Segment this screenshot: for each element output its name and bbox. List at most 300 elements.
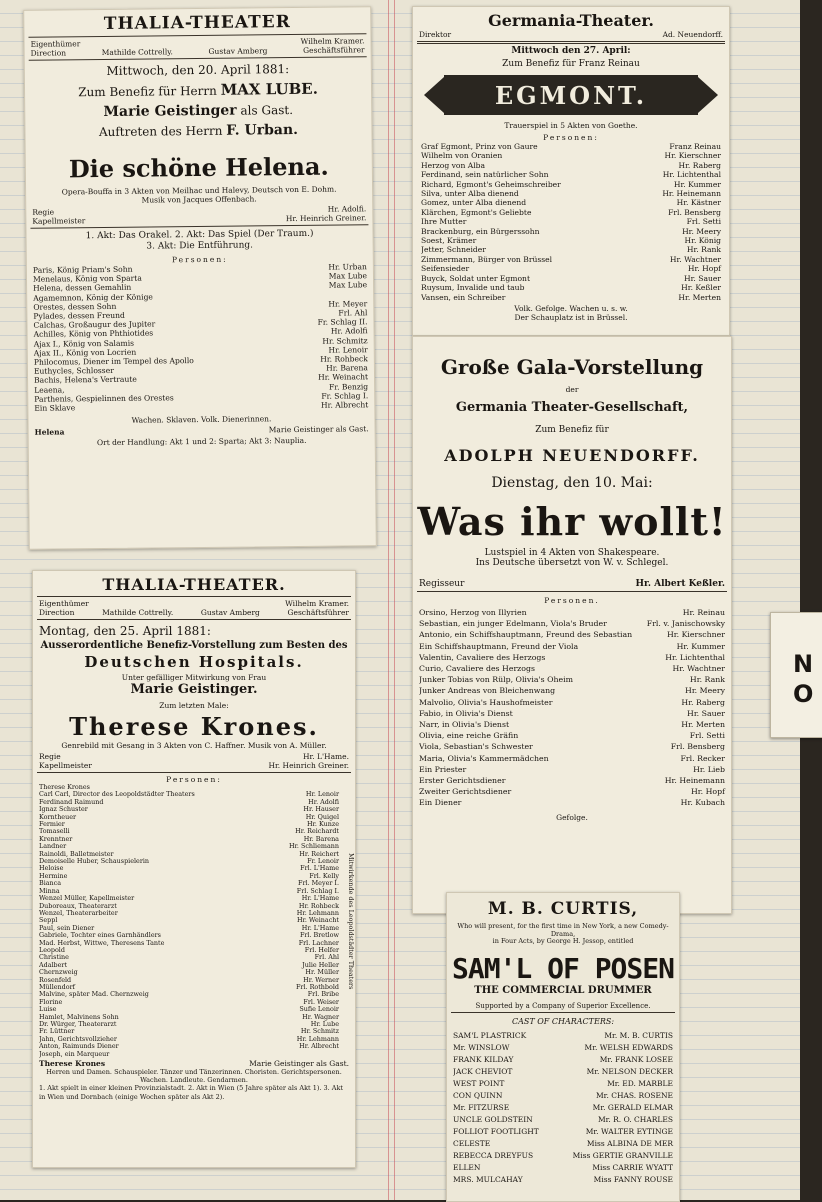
actor-name: Franz Reinau xyxy=(669,142,721,151)
cast-row xyxy=(39,932,339,939)
index-tab xyxy=(770,612,822,738)
direction-name-2: Gustav Amberg xyxy=(201,608,260,617)
persons-heading: Personen: xyxy=(27,253,373,266)
play-subtitle: Opera-Bouffa in 3 Akten von Meilhac und Halevy, Deutsch von E. Dohm. xyxy=(26,184,372,197)
cast-row xyxy=(421,236,721,245)
benefit-line: Zum Benefiz für Franz Reinau xyxy=(413,59,729,70)
actor-name: Miss ALBINA DE MER xyxy=(587,1138,673,1150)
role-name: Agamemnon, König der Könige xyxy=(33,290,363,303)
actor-name: Frl. Bensberg xyxy=(671,741,725,752)
playbill-germania-egmont xyxy=(412,6,730,336)
appearance-name: F. Urban. xyxy=(226,122,298,139)
actor-name: Hr. Hopf xyxy=(691,786,725,797)
role-name: Mad. Herbst, Wittwe, Theresens Tante xyxy=(39,940,295,947)
role-name: Silva, unter Alba dienend xyxy=(421,189,658,198)
actor-name: Hr. Meyer xyxy=(328,299,367,309)
cast-row xyxy=(419,674,725,685)
actor-name: Hr. Adolfi xyxy=(331,327,368,337)
role-name: Graf Egmont, Prinz von Gaure xyxy=(421,142,665,151)
actor-name: Hr. Sauer xyxy=(684,274,721,283)
star-name: M. B. CURTIS, xyxy=(447,899,679,919)
performance-date: Mittwoch, den 20. April 1881: xyxy=(25,61,371,79)
actor-name: Hr. Lichtenthal xyxy=(665,652,725,663)
regie-name: Hr. Adolfi. xyxy=(328,204,367,213)
actor-name: Hr. Lenoir xyxy=(306,791,339,798)
role-name: Achilles, König von Phthiotides xyxy=(34,327,327,339)
cast-row xyxy=(419,786,725,797)
cast-row xyxy=(39,888,339,895)
guest-name: Marie Geistinger. xyxy=(33,682,355,697)
cast-row xyxy=(453,1114,673,1126)
role-name: Herzog von Alba xyxy=(421,161,674,170)
role-name: Florine xyxy=(39,999,299,1006)
cast-row xyxy=(39,1014,339,1021)
cast-row xyxy=(39,865,339,872)
cast-row xyxy=(39,1006,339,1013)
cast-row xyxy=(421,217,721,226)
extras-line-1: Herren und Damen. Schauspieler. Tänzer und Tänzerinnen. Choristen. Gerichtspersonen. xyxy=(33,1069,355,1077)
actor-name: Hr. Müller xyxy=(305,969,339,976)
cast-row xyxy=(419,775,725,786)
actor-name: Hr. L'Hame xyxy=(302,925,339,932)
actor-name: Hr. L'Hame xyxy=(302,895,339,902)
play-title: Was ihr wollt! xyxy=(413,499,731,544)
benefit-name: MAX LUBE. xyxy=(221,80,318,99)
play-subtitle: Genrebild mit Gesang in 3 Akten von C. Haffner. Musik von A. Müller. xyxy=(33,741,355,750)
actor-name: Fr. Lenoir xyxy=(307,858,339,865)
role-name: Buyck, Soldat unter Egmont xyxy=(421,274,680,283)
role-name: Duboreaux, Theaterarzt xyxy=(39,903,295,910)
actor-name: Mr. FRANK LOSEE xyxy=(600,1054,673,1066)
cast-row xyxy=(419,708,725,719)
role-name: Jetter, Schneider xyxy=(421,245,683,254)
acts-line-2: 3. Akt: Die Entführung. xyxy=(27,239,373,253)
actor-name: Frl. Ahl xyxy=(338,308,367,318)
role-name: Ihre Mutter xyxy=(421,217,683,226)
playbill-germania-gala xyxy=(412,336,732,914)
hospital-line: Deutschen Hospitals. xyxy=(33,653,355,671)
role-name: Adalbert xyxy=(39,962,298,969)
play-subtitle: Trauerspiel in 5 Akten von Goethe. xyxy=(413,121,729,130)
cast-row xyxy=(39,791,339,798)
actor-name: Hr. Heinemann xyxy=(665,775,725,786)
cast-row xyxy=(39,895,339,902)
role-name: Ferdinand, sein natürlicher Sohn xyxy=(421,170,659,179)
role-name: WEST POINT xyxy=(453,1078,603,1090)
role-name: Fermier xyxy=(39,821,303,828)
actor-name: Hr. König xyxy=(685,236,721,245)
actor-name: Frl. Rothbold xyxy=(296,984,339,991)
actor-name: Max Lube xyxy=(329,281,367,291)
owner-name: Wilhelm Kramer. xyxy=(301,36,365,46)
actor-name: Frl. Recker xyxy=(680,753,725,764)
actor-name: Hr. Urban xyxy=(328,262,367,272)
role-name: Bianca xyxy=(39,880,294,887)
persons-heading: Personen: xyxy=(33,775,355,784)
role-name: Ruysum, Invalide und taub xyxy=(421,283,677,292)
actor-name: Frl. Kelly xyxy=(309,873,339,880)
play-title: EGMONT. xyxy=(495,81,647,110)
actor-name: Mr. GERALD ELMAR xyxy=(593,1102,673,1114)
playbill-thalia-helena xyxy=(23,6,377,550)
actor-name: Fr. Schlag II. xyxy=(318,317,368,327)
kapellmeister-name: Hr. Heinrich Greiner. xyxy=(286,213,367,223)
actor-name: Frl. Bribe xyxy=(308,991,339,998)
role-name: Ein Diener xyxy=(419,797,677,808)
role-name: Viola, Sebastian's Schwester xyxy=(419,741,667,752)
actor-name: Mr. WELSH EDWARDS xyxy=(585,1042,673,1054)
actor-name: Frl. Ahl xyxy=(315,954,339,961)
actor-name: Hr. Hopf xyxy=(688,264,721,273)
role-name: Orestes, dessen Sohn xyxy=(33,300,324,312)
regie-label: Regisseur xyxy=(419,579,631,590)
actor-name: Mr. WALTER EYTINGE xyxy=(586,1126,673,1138)
playbill-thalia-krones xyxy=(32,570,356,1168)
cast-row xyxy=(453,1150,673,1162)
role-name: Seifensieder xyxy=(421,264,684,273)
participation-line: Unter gefälliger Mitwirkung von Frau xyxy=(33,673,355,682)
direction-name-1: Mathilde Cottrelly. xyxy=(102,47,173,57)
theater-title: THALIA-THEATER xyxy=(24,11,370,35)
helena-line: Helena xyxy=(35,426,265,437)
cast-row xyxy=(453,1174,673,1186)
cast-row xyxy=(419,797,725,808)
actor-name: Frl. Helfer xyxy=(305,947,339,954)
actor-name: Hr. Albrecht xyxy=(321,400,368,410)
margin-line xyxy=(394,0,395,1200)
role-name: Minna xyxy=(39,888,293,895)
direction-name-1: Mathilde Cottrelly. xyxy=(102,608,173,617)
theater-title: Germania-Theater. xyxy=(413,11,729,30)
benefit-line: Zum Benefiz für Herrn xyxy=(78,84,217,99)
role-name: Orsino, Herzog von Illyrien xyxy=(419,607,679,618)
company-name: Germania Theater-Gesellschaft, xyxy=(413,400,731,415)
role-name: Rosenfeld xyxy=(39,977,299,984)
cast-list xyxy=(27,262,375,413)
actor-name: Frl. L'Hame xyxy=(300,865,339,872)
role-name: Ein Schiffshauptmann, Freund der Viola xyxy=(419,641,673,652)
margin-line xyxy=(388,0,389,1200)
cast-row xyxy=(39,984,339,991)
cast-row xyxy=(39,1043,339,1050)
role-name: Seppl xyxy=(39,917,293,924)
actor-name: Hr. Sauer xyxy=(687,708,725,719)
kapellmeister-label: Kapellmeister xyxy=(32,214,282,226)
cast-row xyxy=(419,741,725,752)
cast-row xyxy=(421,170,721,179)
role-name: Curio, Cavaliere des Herzogs xyxy=(419,663,669,674)
side-note: Mitwirkende des Leopoldstädter Theaters xyxy=(343,784,355,1058)
actor-name: Hr. Schliemann xyxy=(289,843,339,850)
cast-row xyxy=(39,917,339,924)
actor-name: Miss FANNY ROUSE xyxy=(594,1174,673,1186)
actor-name: Frl. Setti xyxy=(687,217,721,226)
regie-name: Hr. Albert Keßler. xyxy=(635,579,725,590)
cast-row xyxy=(453,1078,673,1090)
role-name: Luise xyxy=(39,1006,295,1013)
actor-name: Fr. Schlag I. xyxy=(321,391,368,401)
regie-name: Hr. L'Hame. xyxy=(303,752,349,761)
cast-row xyxy=(39,821,339,828)
role-name: Dr. Würger, Theaterarzt xyxy=(39,1021,307,1028)
actor-name: Hr. Heinemann xyxy=(662,189,721,198)
role-name: ELLEN xyxy=(453,1162,588,1174)
actor-name: Hr. Kubach xyxy=(681,797,725,808)
actor-name: Max Lube xyxy=(329,271,367,281)
cast-row xyxy=(39,851,339,858)
cast-row xyxy=(419,764,725,775)
therese-actor: Marie Geistinger als Gast. xyxy=(249,1059,349,1068)
performance-date: Montag, den 25. April 1881: xyxy=(33,622,355,640)
role-name: Mr. FITZURSE xyxy=(453,1102,589,1114)
actor-name: Mr. R. O. CHARLES xyxy=(598,1114,673,1126)
actor-name: Hr. Schmitz xyxy=(322,336,367,346)
play-composer: Musik von Jacques Offenbach. xyxy=(26,193,372,206)
role-name: Ferdinand Raimund xyxy=(39,799,304,806)
cast-row xyxy=(39,910,339,917)
cast-row xyxy=(421,293,721,302)
role-name: Müllendorf xyxy=(39,984,292,991)
actor-name: Frl. Meyer I. xyxy=(298,880,339,887)
actor-name: Hr. Quigel xyxy=(306,814,339,821)
cast-list xyxy=(447,1026,679,1190)
actor-name: Mr. ED. MARBLE xyxy=(607,1078,673,1090)
cast-row xyxy=(419,663,725,674)
actor-name: Hr. Kunze xyxy=(307,821,339,828)
actor-name: Fr. Benzig xyxy=(329,382,368,392)
role-name: Paul, sein Diener xyxy=(39,925,298,932)
theater-title: THALIA-THEATER. xyxy=(33,575,355,594)
play-title: SAM'L OF POSEN xyxy=(447,952,679,985)
role-name: Ignaz Schuster xyxy=(39,806,299,813)
cast-row xyxy=(39,1028,339,1035)
role-name: Gomez, unter Alba dienend xyxy=(421,198,673,207)
role-name: Leaena, xyxy=(34,382,325,394)
helena-actor: Marie Geistinger als Gast. xyxy=(269,424,369,434)
actor-name: Mr. M. B. CURTIS xyxy=(604,1030,673,1042)
role-name: Olivia, eine reiche Gräfin xyxy=(419,730,686,741)
therese-line: Therese Krones xyxy=(39,1059,245,1068)
actor-name: Frl. Bensberg xyxy=(668,208,721,217)
actor-name: Hr. Lichtenthal xyxy=(663,170,721,179)
cast-row xyxy=(39,947,339,954)
role-name: Heloise xyxy=(39,865,296,872)
kapellmeister-label: Kapellmeister xyxy=(39,761,264,770)
role-name: Narr, in Olivia's Dienst xyxy=(419,719,677,730)
cast-row xyxy=(39,843,339,850)
actor-name: Hr. Rohbeck xyxy=(320,354,368,364)
cast-row xyxy=(453,1090,673,1102)
support-line: Supported by a Company of Superior Excellence. xyxy=(447,1002,679,1010)
role-name: CELESTE xyxy=(453,1138,583,1150)
acts-line-1: 1. Akt: Das Orakel. 2. Akt: Das Spiel (Der Traum.) xyxy=(27,228,373,242)
cast-row xyxy=(39,828,339,835)
role-name: Malvolio, Olivia's Haushofmeister xyxy=(419,697,677,708)
cast-row xyxy=(453,1102,673,1114)
intro-line-1: Who will present, for the first time in New York, a new Comedy-Drama, xyxy=(447,923,679,938)
benefit-name: ADOLPH NEUENDORFF. xyxy=(413,446,731,465)
regie-label: Regie xyxy=(39,752,299,761)
cast-row xyxy=(39,873,339,880)
cast-row xyxy=(39,977,339,984)
role-name: Zimmermann, Bürger von Brüssel xyxy=(421,255,666,264)
cast-row xyxy=(421,151,721,160)
role-name: Calchas, Großaugur des Jupiter xyxy=(33,318,313,330)
tab-letter-1: N xyxy=(793,649,822,679)
kapellmeister-name: Hr. Heinrich Greiner. xyxy=(268,761,349,770)
gala-der: der xyxy=(413,385,731,394)
cast-row xyxy=(453,1042,673,1054)
cast-row xyxy=(39,880,339,887)
translation-line: Ins Deutsche übersetzt von W. v. Schlegel. xyxy=(413,558,731,569)
actor-name: Frl. Bretlow xyxy=(300,932,339,939)
actor-name: Hr. Meery xyxy=(685,685,725,696)
cast-row xyxy=(39,858,339,865)
actor-name: Frl. Weiser xyxy=(303,999,339,1006)
cast-list xyxy=(413,605,731,811)
tab-letter-2: O xyxy=(793,679,822,709)
actor-name: Hr. Kummer xyxy=(674,180,721,189)
director-label: Direktor xyxy=(419,30,659,39)
cast-row xyxy=(419,629,725,640)
role-name: Fr. Lüttner xyxy=(39,1028,297,1035)
role-name: Pylades, dessen Freund xyxy=(33,309,334,321)
actor-name: Hr. Hauser xyxy=(303,806,339,813)
actor-name: Hr. Rank xyxy=(687,245,721,254)
role-name: Brackenburg, ein Bürgerssohn xyxy=(421,227,678,236)
role-name: Rainoldi, Balletmeister xyxy=(39,851,295,858)
role-name: Malvine, später Mad. Chernzweig xyxy=(39,991,304,998)
director-name: Ad. Neuendorff. xyxy=(663,30,723,39)
actor-name: Hr. Reinau xyxy=(683,607,725,618)
role-name: Wilhelm von Oranien xyxy=(421,151,660,160)
owner-label: Eigenthümer xyxy=(39,599,281,608)
role-name: Richard, Egmont's Geheimschreiber xyxy=(421,180,670,189)
direction-role: Geschäftsführer xyxy=(303,45,365,55)
performance-date: Mittwoch den 27. April: xyxy=(413,46,729,57)
actor-name: Hr. Weinacht xyxy=(318,373,368,383)
cast-row xyxy=(419,652,725,663)
cast-row xyxy=(419,685,725,696)
footnote-2: in Wien und Dornbach (einige Wochen später als Akt 2). xyxy=(33,1094,355,1102)
actor-name: Frl. Setti xyxy=(690,730,725,741)
cast-row xyxy=(453,1162,673,1174)
cast-row xyxy=(453,1030,673,1042)
actor-name: Hr. Lenoir xyxy=(328,345,367,355)
actor-name: Julie Heller xyxy=(302,962,339,969)
role-name: Philocomus, Diener im Tempel des Apollo xyxy=(34,355,316,367)
extras-line: Volk. Gefolge. Wachen u. s. w. xyxy=(413,304,729,313)
actor-name: Hr. Rank xyxy=(690,674,725,685)
cast-row xyxy=(419,719,725,730)
role-name: Helena, dessen Gemahlin xyxy=(33,281,325,293)
cast-row xyxy=(421,264,721,273)
owner-name: Wilhelm Kramer. xyxy=(285,599,349,608)
performance-date: Dienstag, den 10. Mai: xyxy=(413,475,731,491)
role-name: Gabriele, Tochter eines Garnhändlers xyxy=(39,932,296,939)
actor-name: Miss GERTIE GRANVILLE xyxy=(573,1150,673,1162)
actor-name: Hr. Lieb xyxy=(693,764,725,775)
cast-row xyxy=(453,1054,673,1066)
intro-line-2: in Four Acts, by George H. Jessop, entitled xyxy=(447,938,679,946)
role-name: Valentin, Cavaliere des Herzogs xyxy=(419,652,661,663)
actor-name: Hr. Merten xyxy=(681,719,725,730)
benefit-line: Zum Benefiz für xyxy=(413,425,731,436)
cast-heading: CAST OF CHARACTERS: xyxy=(447,1017,679,1026)
role-name: REBECCA DREYFUS xyxy=(453,1150,569,1162)
role-name: Antonio, ein Schiffshauptmann, Freund des Sebastian xyxy=(419,629,663,640)
role-name: Carl Carl, Director des Leopoldstädter Theaters xyxy=(39,791,302,798)
actor-name: Hr. Lehmann xyxy=(297,910,339,917)
guest-label: als Gast. xyxy=(240,103,293,118)
role-name: Ajax II., König von Locrien xyxy=(34,346,325,358)
role-name: Ajax I., König von Salamis xyxy=(34,336,319,348)
direction-label: Direction xyxy=(31,48,66,57)
role-name: Chernzweig xyxy=(39,969,301,976)
direction-name-2: Gustav Amberg xyxy=(208,46,267,56)
cast-row xyxy=(453,1066,673,1078)
cast-row xyxy=(39,962,339,969)
cast-row xyxy=(421,189,721,198)
actor-name: Frl. v. Janischowsky xyxy=(647,618,725,629)
actor-name: Hr. Albrecht xyxy=(299,1043,339,1050)
cast-row xyxy=(39,925,339,932)
role-name: Korntheuer xyxy=(39,814,302,821)
actor-name: Frl. Schlag I. xyxy=(297,888,339,895)
role-name: Ein Priester xyxy=(419,764,689,775)
actor-name: Hr. Raberg xyxy=(678,161,721,170)
last-time-line: Zum letzten Male: xyxy=(33,701,355,710)
footnote-1: 1. Akt spielt in einer kleinen Provinzialstadt. 2. Akt in Wien (5 Jahre später als Akt 1). 3. Akt xyxy=(33,1084,355,1094)
actor-name: Hr. Kummer xyxy=(677,641,725,652)
role-name: SAM'L PLASTRICK xyxy=(453,1030,600,1042)
actor-name: Hr. Schmitz xyxy=(301,1028,339,1035)
actor-name: Hr. Kierschner xyxy=(664,151,721,160)
cast-row xyxy=(421,283,721,292)
role-name: FRANK KILDAY xyxy=(453,1054,596,1066)
role-name: Anton, Raimunds Diener xyxy=(39,1043,295,1050)
actor-name: Hr. Werner xyxy=(303,977,339,984)
cast-row xyxy=(453,1138,673,1150)
role-name: Junker Andreas von Bleichenwang xyxy=(419,685,681,696)
cast-row xyxy=(421,245,721,254)
regie-label: Regie xyxy=(32,205,323,217)
guest-name: Marie Geistinger xyxy=(103,103,236,120)
cast-row xyxy=(421,227,721,236)
role-name: Paris, König Priam's Sohn xyxy=(33,263,325,275)
cast-row xyxy=(421,198,721,207)
role-name: Klärchen, Egmont's Geliebte xyxy=(421,208,664,217)
role-name: Leopold xyxy=(39,947,301,954)
actor-name: Hr. Wagner xyxy=(302,1014,339,1021)
actor-name: Hr. Wachtner xyxy=(673,663,726,674)
cast-row xyxy=(39,814,339,821)
role-name: Landner xyxy=(39,843,285,850)
actor-name: Miss CARRIE WYATT xyxy=(592,1162,673,1174)
actor-name: Sufie Lenoir xyxy=(299,1006,339,1013)
actor-name: Hr. Meery xyxy=(682,227,721,236)
cast-row xyxy=(39,1021,339,1028)
role-name: Hermine xyxy=(39,873,305,880)
cast-row xyxy=(421,208,721,217)
extras-line-2: Wachen. Landleute. Gendarmen. xyxy=(33,1077,355,1085)
cast-row xyxy=(419,607,725,618)
role-name: Bachis, Helena's Vertraute xyxy=(34,373,314,385)
role-name: Wenzel Müller, Kapellmeister xyxy=(39,895,298,902)
role-name: Mr. WINSLOW xyxy=(453,1042,581,1054)
play-title-banner xyxy=(444,75,698,115)
cast-row xyxy=(39,969,339,976)
